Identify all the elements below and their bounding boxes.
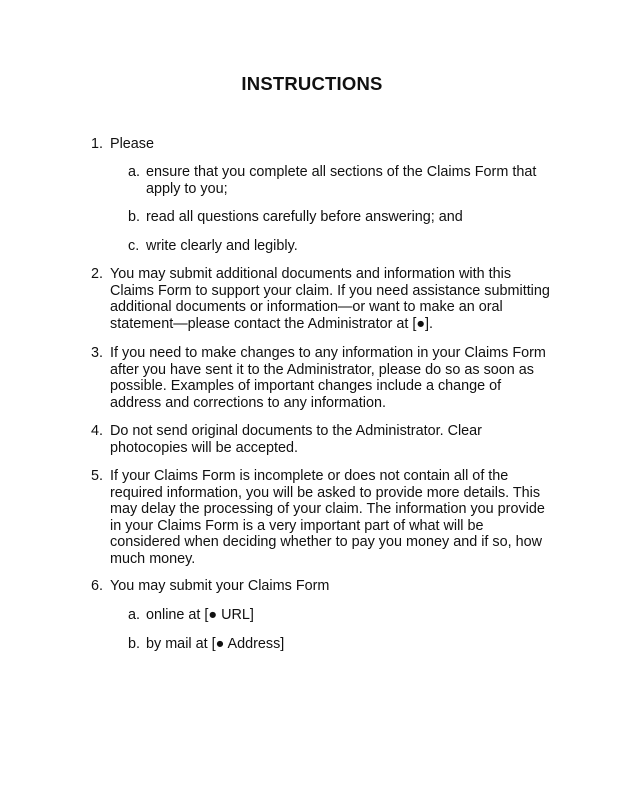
list-item-5 [91, 468, 553, 568]
sub-item-letter: a. [128, 607, 141, 623]
list-item-text: Please [110, 136, 155, 152]
list-item-text: If you need to make changes to any information in your Claims Form after you have sent it to the Administrator, please do so as soon as possible. Examples of important changes include a change of address and corrections to any information. [110, 345, 546, 411]
list-item-number: 1. [91, 136, 104, 152]
sub-item-1b [128, 209, 558, 226]
list-item-number: 5. [91, 468, 104, 484]
list-item-number: 3. [91, 345, 104, 361]
sub-item-letter: b. [128, 636, 141, 652]
list-item-2 [91, 266, 553, 332]
sub-item-1c [128, 238, 558, 255]
list-item-text: You may submit additional documents and information with this Claims Form to support your claim. If you need assistance submitting additional documents or information—or want to make an oral statement—please contact the Administrator at [●]. [110, 266, 550, 332]
sub-item-text: ensure that you complete all sections of the Claims Form that apply to you; [146, 164, 537, 197]
list-item-1 [91, 136, 561, 153]
list-item-4 [91, 423, 511, 456]
page-title: INSTRUCTIONS [241, 73, 383, 94]
list-item-6 [91, 578, 561, 595]
sub-item-6a [128, 607, 558, 624]
sub-item-text: by mail at [● Address] [146, 636, 285, 652]
list-item-3 [91, 345, 553, 411]
sub-item-1a [128, 164, 540, 197]
sub-item-letter: c. [128, 238, 140, 254]
list-item-number: 6. [91, 578, 104, 594]
sub-item-text: write clearly and legibly. [146, 238, 298, 254]
sub-item-letter: a. [128, 164, 141, 180]
sub-item-text: read all questions carefully before answering; and [146, 209, 463, 225]
sub-item-letter: b. [128, 209, 141, 225]
list-item-text: Do not send original documents to the Administrator. Clear photocopies will be accepted. [110, 423, 482, 456]
list-item-text: If your Claims Form is incomplete or does not contain all of the required information, you will be asked to provide more details. This may delay the processing of your claim. The information you provide in your Claims Form is a very important part of what will be considered when deciding whether to pay you money and if so, how much money. [110, 468, 545, 567]
list-item-number: 4. [91, 423, 104, 439]
sub-item-text: online at [● URL] [146, 607, 254, 623]
list-item-text: You may submit your Claims Form [110, 578, 330, 594]
list-item-number: 2. [91, 266, 104, 282]
sub-item-6b [128, 636, 558, 653]
